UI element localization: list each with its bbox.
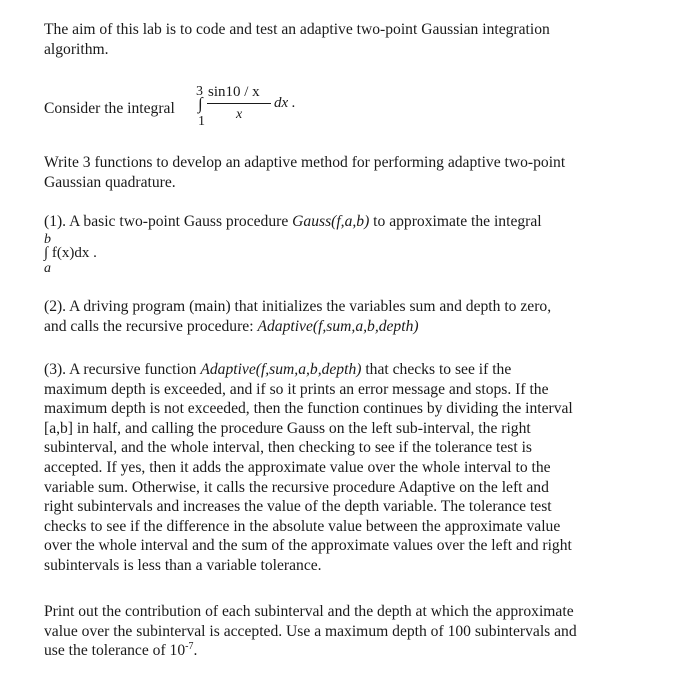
item-3-line: subintervals is less than a variable tolerance.	[44, 556, 322, 574]
item-3-paragraph	[44, 360, 656, 576]
tolerance-prefix: use the tolerance of 10	[44, 642, 186, 660]
fraction-bar	[207, 103, 271, 104]
aim-paragraph	[44, 20, 656, 59]
consider-paragraph	[44, 82, 656, 136]
gauss-integral-lower: a	[44, 260, 51, 276]
gauss-integral-body: ∫ f(x)dx .	[44, 244, 97, 261]
item-1-line	[44, 212, 656, 232]
print-line-3	[44, 641, 656, 661]
write-paragraph	[44, 153, 656, 192]
item-3-prefix: (3). A recursive function	[44, 361, 201, 378]
aim-line-1: The aim of this lab is to code and test an adaptive two-point Gaussian integration	[44, 21, 550, 38]
item-3-line: maximum depth is exceeded, and if so it prints an error message and stops. If the	[44, 380, 549, 398]
gauss-integral-expression	[44, 232, 244, 274]
aim-line-2: algorithm.	[44, 40, 109, 58]
print-line-2: value over the subinterval is accepted. Use a maximum depth of 100 subintervals and	[44, 622, 577, 640]
write-line-2: Gaussian quadrature.	[44, 173, 176, 191]
adaptive-function-name: Adaptive(f,sum,a,b,depth)	[257, 317, 419, 335]
print-paragraph	[44, 602, 656, 661]
item-3-line: right subintervals and increases the value of the depth variable. The tolerance test	[44, 498, 552, 516]
item-3-line: maximum depth is not exceeded, then the function continues by dividing the interval	[44, 400, 573, 418]
item-3-line: [a,b] in half, and calling the procedure Gauss on the left sub-interval, the right	[44, 419, 531, 437]
item-2-line-1: (2). A driving program (main) that initializes the variables sum and depth to zero,	[44, 298, 552, 315]
item-3-line: checks to see if the difference in the absolute value between the approximate value	[44, 517, 561, 535]
item-3-line: variable sum. Otherwise, it calls the recursive procedure Adaptive on the left and	[44, 478, 549, 496]
item-3-line: accepted. If yes, then it adds the approximate value over the whole interval to the	[44, 458, 551, 476]
item-2-paragraph	[44, 297, 656, 336]
item-1-suffix: to approximate the integral	[369, 213, 542, 230]
adaptive-function-name-2: Adaptive(f,sum,a,b,depth)	[200, 361, 362, 378]
tolerance-suffix: .	[193, 642, 198, 660]
consider-text: Consider the integral	[44, 100, 175, 117]
print-line-1: Print out the contribution of each subinterval and the depth at which the approximate	[44, 603, 574, 620]
gauss-function-name: Gauss(f,a,b)	[292, 213, 370, 230]
item-3-suffix: that checks to see if the	[361, 361, 512, 378]
integral-expression	[196, 82, 336, 136]
item-2-line-2	[44, 317, 656, 337]
tolerance-exponent: -7	[185, 641, 194, 653]
item-2-prefix: and calls the recursive procedure:	[44, 317, 258, 335]
integral-upper-limit: 3	[196, 84, 203, 99]
write-line-1: Write 3 functions to develop an adaptive method for performing adaptive two-point	[44, 154, 566, 171]
item-3-line: subinterval, and the whole interval, then checking to see if the tolerance test is	[44, 439, 533, 457]
item-1-paragraph	[44, 212, 656, 274]
integrand-denominator: x	[236, 107, 243, 122]
item-3-line-1	[44, 360, 656, 380]
item-1-prefix: (1). A basic two-point Gauss procedure	[44, 213, 293, 230]
gauss-integral-upper: b	[44, 231, 51, 247]
integral-lower-limit: 1	[198, 114, 205, 129]
item-3-line: over the whole interval and the sum of the approximate values over the left and right	[44, 537, 572, 555]
integral-sign: ∫	[198, 94, 203, 113]
integrand-numerator: sin10 / x	[208, 84, 260, 100]
integral-differential: dx .	[274, 95, 296, 111]
